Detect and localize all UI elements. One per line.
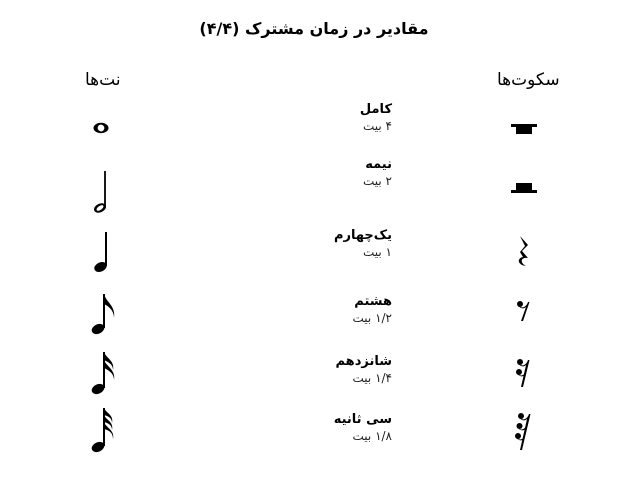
duration-beats: ۱ بیت	[362, 245, 392, 259]
duration-row-eighth	[0, 290, 628, 350]
duration-name: هشتم	[354, 294, 392, 309]
quarter-rest-icon	[495, 228, 555, 288]
duration-beats: ۴ بیت	[362, 119, 392, 133]
duration-row-quarter	[0, 228, 628, 288]
duration-name: کامل	[359, 102, 392, 117]
thirty-second-rest-icon	[495, 402, 555, 462]
duration-name: سی ثانیه	[333, 412, 392, 427]
rests-column-header: سکوت‌ها	[497, 70, 560, 90]
sixteenth-rest-icon	[495, 346, 555, 406]
duration-beats: ۱/۴ بیت	[352, 371, 392, 385]
duration-beats: ۲ بیت	[362, 174, 392, 188]
thirty-second-note-icon	[70, 404, 130, 464]
duration-name: یک‌چهارم	[333, 228, 392, 243]
duration-beats: ۱/۸ بیت	[352, 429, 392, 443]
whole-note-icon	[70, 102, 130, 162]
whole-rest-icon	[495, 102, 555, 162]
duration-row-half	[0, 157, 628, 217]
eighth-note-icon	[70, 286, 130, 346]
quarter-note-icon	[70, 228, 130, 288]
duration-name: شانزدهم	[335, 354, 392, 369]
duration-row-thirty-second	[0, 408, 628, 468]
duration-beats: ۱/۲ بیت	[352, 311, 392, 325]
sixteenth-note-icon	[70, 346, 130, 406]
duration-row-whole	[0, 102, 628, 162]
half-rest-icon	[495, 157, 555, 217]
duration-name: نیمه	[365, 157, 392, 172]
half-note-icon	[70, 159, 130, 219]
notes-column-header: نت‌ها	[85, 70, 121, 90]
eighth-rest-icon	[495, 288, 555, 348]
duration-row-sixteenth	[0, 350, 628, 410]
diagram-title: مقادیر در زمان مشترک (۴/۴)	[199, 19, 429, 38]
